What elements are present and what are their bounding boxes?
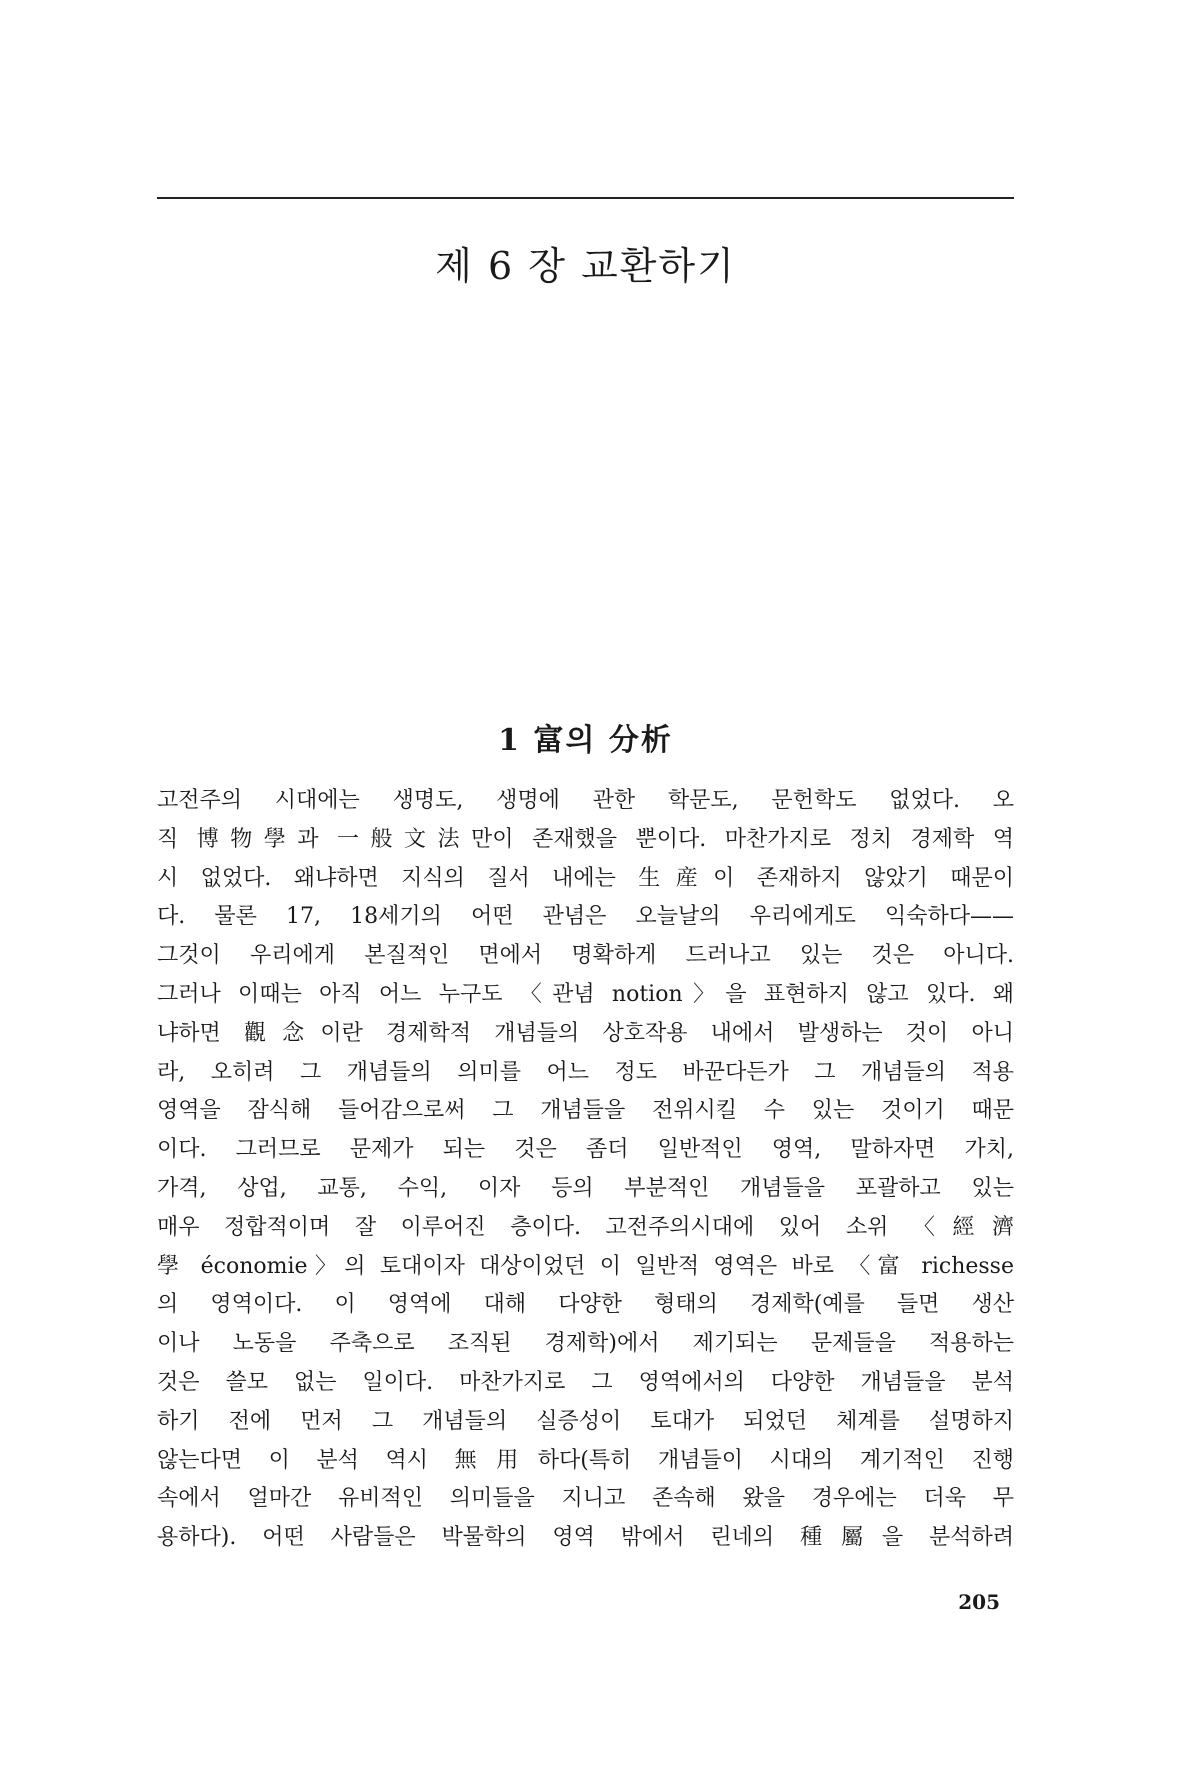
- text-line: 學 économie〉의 토대이자 대상이었던 이 일반적 영역은 바로 〈富 richesse: [157, 1253, 1014, 1279]
- text-line: 하기 전에 먼저 그 개념들의 실증성이 토대가 되었던 체계를 설명하지: [157, 1408, 1014, 1434]
- chapter-top-rule: [157, 197, 1014, 199]
- text-line: 의 영역이다. 이 영역에 대해 다양한 형태의 경제학(예를 들면 생산: [157, 1292, 1014, 1318]
- text-line: 직 博物學과 一般文法만이 존재했을 뿐이다. 마찬가지로 정치 경제학 역: [157, 826, 1014, 852]
- page-number: 205: [958, 1590, 1000, 1614]
- text-line: 다. 물론 17, 18세기의 어떤 관념은 오늘날의 우리에게도 익숙하다——: [157, 904, 1014, 930]
- chapter-title: 제 6 장 교환하기: [435, 244, 736, 289]
- text-line: 냐하면 觀念이란 경제학적 개념들의 상호작용 내에서 발생하는 것이 아니: [157, 1020, 1014, 1046]
- text-line: 속에서 얼마간 유비적인 의미들을 지니고 존속해 왔을 경우에는 더욱 무: [157, 1486, 1014, 1512]
- section-title: 1 富의 分析: [498, 722, 673, 758]
- text-line: 라, 오히려 그 개념들의 의미를 어느 정도 바꾼다든가 그 개념들의 적용: [157, 1059, 1014, 1085]
- text-line: 용하다). 어떤 사람들은 박물학의 영역 밖에서 린네의 種屬을 분석하려: [157, 1525, 1014, 1551]
- text-line: 이나 노동을 주축으로 조직된 경제학)에서 제기되는 문제들을 적용하는: [157, 1331, 1014, 1357]
- text-line: 않는다면 이 분석 역시 無用하다(특히 개념들이 시대의 계기적인 진행: [157, 1447, 1014, 1473]
- text-line: 시 없었다. 왜냐하면 지식의 질서 내에는 生産이 존재하지 않았기 때문이: [157, 865, 1014, 891]
- text-line: 것은 쓸모 없는 일이다. 마찬가지로 그 영역에서의 다양한 개념들을 분석: [157, 1369, 1014, 1395]
- text-line: 그러나 이때는 아직 어느 누구도 〈관념 notion〉을 표현하지 않고 있다. 왜: [157, 981, 1014, 1007]
- text-line: 매우 정합적이며 잘 이루어진 층이다. 고전주의시대에 있어 소위 〈經濟: [157, 1214, 1014, 1240]
- text-line: 고전주의 시대에는 생명도, 생명에 관한 학문도, 문헌학도 없었다. 오: [157, 788, 1014, 813]
- text-line: 그것이 우리에게 본질적인 면에서 명확하게 드러나고 있는 것은 아니다.: [157, 943, 1014, 969]
- body-paragraph: [157, 782, 1014, 1558]
- text-line: 이다. 그러므로 문제가 되는 것은 좀더 일반적인 영역, 말하자면 가치,: [157, 1137, 1014, 1163]
- text-line: 영역을 잠식해 들어감으로써 그 개념들을 전위시킬 수 있는 것이기 때문: [157, 1098, 1014, 1124]
- text-line: 가격, 상업, 교통, 수익, 이자 등의 부분적인 개념들을 포괄하고 있는: [157, 1175, 1014, 1201]
